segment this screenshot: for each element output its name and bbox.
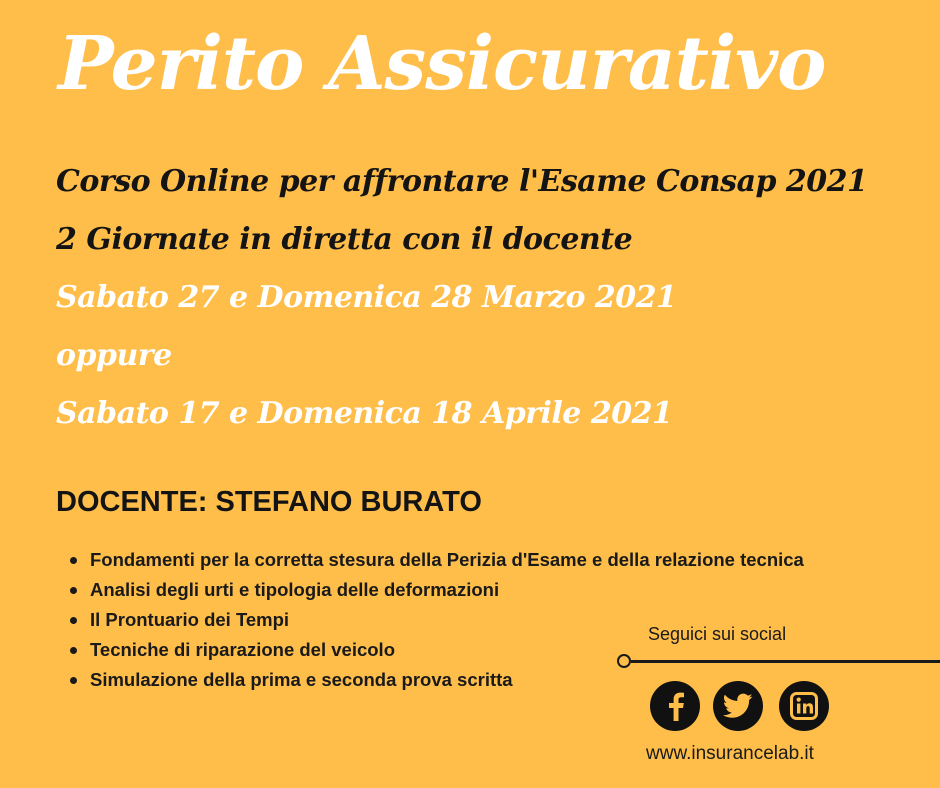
linkedin-icon[interactable]	[779, 681, 829, 731]
bullet-icon	[70, 677, 77, 684]
list-item	[62, 635, 630, 665]
bullet-icon	[70, 617, 77, 624]
list-item	[62, 575, 630, 605]
course-subtitle: Corso Online per affrontare l'Esame Consap 2021	[56, 164, 868, 199]
second-date: Sabato 17 e Domenica 18 Aprile 2021	[56, 396, 673, 431]
facebook-icon[interactable]	[650, 681, 700, 731]
twitter-glyph	[723, 693, 753, 719]
list-item	[62, 605, 630, 635]
bullet-icon	[70, 647, 77, 654]
list-item	[62, 665, 630, 695]
topic-text: Fondamenti per la corretta stesura della Perizia d'Esame e della relazione tecnica	[90, 549, 804, 570]
bullet-icon	[70, 557, 77, 564]
twitter-icon[interactable]	[713, 681, 763, 731]
divider-circle-icon	[617, 654, 631, 668]
bullet-icon	[70, 587, 77, 594]
topic-text: Tecniche di riparazione del veicolo	[90, 639, 395, 660]
first-date: Sabato 27 e Domenica 28 Marzo 2021	[56, 280, 677, 315]
topic-text: Il Prontuario dei Tempi	[90, 609, 290, 630]
topic-list	[62, 545, 862, 695]
divider-line	[631, 660, 940, 663]
days-subtitle: 2 Giornate in diretta con il docente	[56, 222, 633, 257]
topic-text: Analisi degli urti e tipologia delle deformazioni	[90, 579, 500, 600]
page-title: Perito Assicurativo	[58, 21, 826, 107]
list-item	[62, 545, 862, 575]
facebook-glyph	[664, 691, 686, 721]
linkedin-glyph	[790, 692, 818, 720]
topic-text: Simulazione della prima e seconda prova scritta	[90, 669, 513, 690]
teacher-heading: DOCENTE: STEFANO BURATO	[56, 486, 482, 518]
social-label: Seguici sui social	[648, 624, 787, 644]
website-link[interactable]: www.insurancelab.it	[646, 743, 814, 764]
or-text: oppure	[56, 338, 172, 373]
